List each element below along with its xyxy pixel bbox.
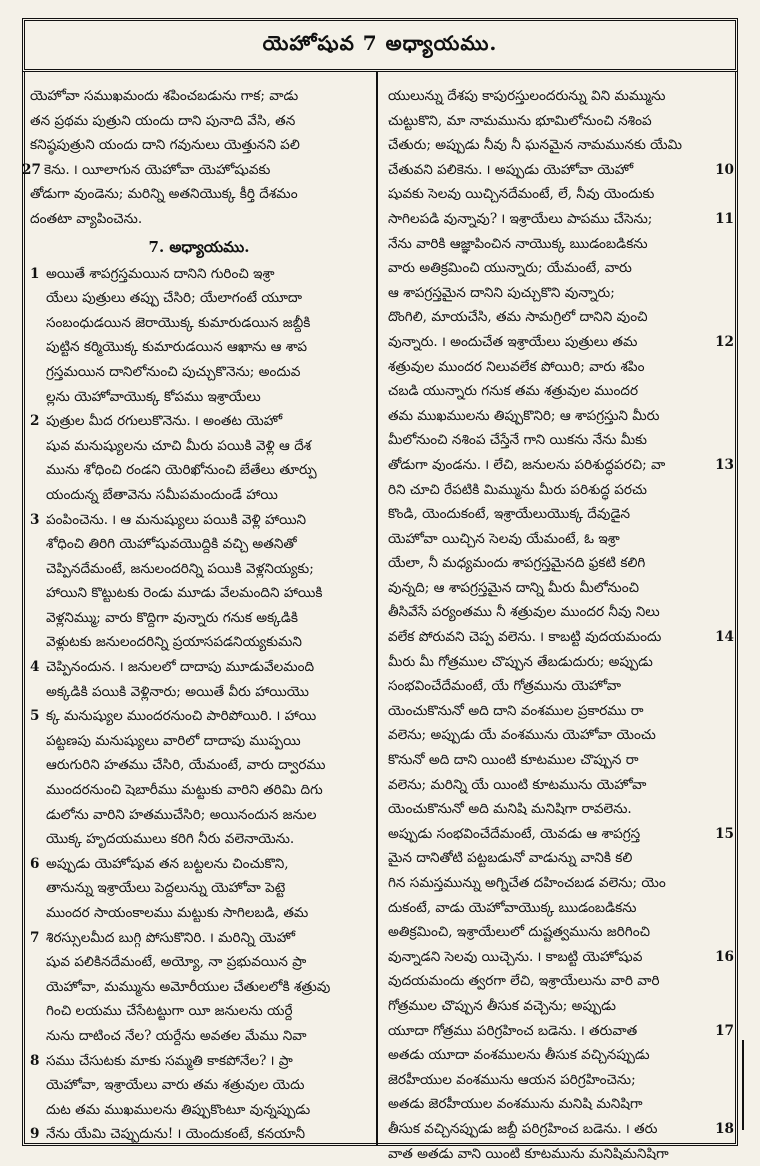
verse-text: మైన దానితోటి పట్టబడునో వాడున్ను వానికి కలి <box>388 850 633 867</box>
verse-text: వున్నారు. ౹ అందుచేత ఇశ్రాయేలు పుత్రులు తమ <box>388 333 638 350</box>
page-title: యెహోషువ 7 అధ్యాయము. <box>262 30 498 55</box>
verse-line <box>30 483 368 508</box>
left-column <box>22 84 368 1147</box>
verse-line <box>30 1073 368 1098</box>
verse-text: వుదయమందు త్వరగా లేచి, ఇశ్రాయేలును వారి వారి <box>388 973 660 990</box>
verse-line <box>30 508 368 533</box>
verse-line <box>388 551 728 576</box>
verse-text: ముందరనుంచి షెబారీము మట్టుకు వారిని తరిమి దిగు <box>46 782 323 799</box>
verse-line <box>30 852 368 877</box>
verse-line <box>388 158 734 183</box>
page-header <box>22 18 738 72</box>
verse-text: గోత్రముల చొప్పున తీసుక వచ్చెను; అప్పుడు <box>388 997 616 1014</box>
verse-line <box>30 1098 368 1123</box>
verse-text: గిన సమస్తమున్ను అగ్నిచేత దహించబడ వలెను; యెం <box>388 875 666 891</box>
verse-text: ఆరుగురిని హతము చేసిరి, యేమంటే, వారు ద్వారము <box>46 757 326 774</box>
verse-text: యేలా, నీ మధ్యమందు శాపగ్రస్తమైనది ఫ్రకటి కలిగి <box>388 555 646 572</box>
verse-line <box>388 1019 734 1044</box>
verse-text: దొంగిలి, మాయచేసి, తమ సామగ్రిలో దానిని వుంచి <box>388 309 648 326</box>
verse-text: యేలు పుత్రులు తప్పు చేసిరి; యేలాగంటే యూదా <box>46 290 303 307</box>
verse-line <box>30 1049 368 1074</box>
verse-line <box>30 335 368 360</box>
verse-text: శత్రువుల ముందర నిలువలేక పోయిరి; వారు శపిం <box>388 358 645 375</box>
verse-text: చబడి యున్నారు గనుక తమ శత్రువుల ముందర <box>388 383 639 400</box>
verse-line <box>388 920 728 945</box>
verse-text: దుకంటే, వాడు యెహోవాయొక్క ఋడంబడికను <box>388 899 637 916</box>
verse-number: 10 <box>713 158 734 183</box>
verse-line <box>388 256 728 281</box>
verse-line <box>388 232 728 257</box>
margin-mark <box>742 1040 750 1130</box>
verse-line <box>30 655 368 680</box>
verse-line <box>30 532 368 557</box>
verse-line <box>388 305 728 330</box>
verse-line <box>388 994 728 1019</box>
verse-line: 27 కెను. ౹ యీలాగున యెహోవా యెహోషువకు <box>30 158 368 183</box>
verse-line <box>30 286 368 311</box>
verse-number: 3 <box>30 511 40 528</box>
verse-text: యెహోవా యిచ్చిన సెలవు యేమంటే, ఓ ఇశ్రా <box>388 530 620 547</box>
text-line: యెహోవా సముఖమందు శపించబడును గాక; వాడు <box>30 88 299 104</box>
verse-line <box>388 1117 734 1142</box>
verse-line <box>30 557 368 582</box>
verse-line <box>388 822 734 847</box>
verse-line <box>388 625 734 650</box>
verse-text: అక్కడికి పయికి వెళ్లినారు; అయితే వీరు హాయియొ <box>46 683 309 700</box>
verse-line <box>388 404 728 429</box>
verse-text: అతిక్రమించి, ఇశ్రాయేలులో దుష్టత్వమును జరిగించి <box>388 924 651 941</box>
verse-line <box>388 281 728 306</box>
verse-text: చుట్టుకొని, మా నామమును భూమిలోనుంచి నశింప <box>388 112 652 129</box>
verse-line <box>388 576 728 601</box>
verse-text: అతడు యూదా వంశములను తీసుక వచ్చినప్పుడు <box>388 1047 650 1064</box>
verse-line <box>30 926 368 951</box>
verse-text: వున్నాడని సెలవు యిచ్చెను. ౹ కాబట్టి యెహోషువ <box>388 948 643 965</box>
text-line: దంతటా వ్యాపించెను. <box>30 210 143 227</box>
verse-line <box>30 999 368 1024</box>
verse-line <box>388 109 728 134</box>
verse-line <box>388 797 728 822</box>
verse-text: తోడుగా వుండను. ౹ లేచి, జనులను పరిశుద్ధపరచి; వా <box>388 456 666 473</box>
chapter-heading: 7. అధ్యాయము. <box>148 237 250 256</box>
verse-line <box>388 1068 728 1093</box>
text-line: కనిష్ఠపుత్రుని యందు దాని గవునులు యెత్తునని పలి <box>30 137 300 154</box>
verse-line <box>30 311 368 336</box>
verse-number: 7 <box>30 929 40 946</box>
verse-line <box>388 773 728 798</box>
verse-number: 15 <box>713 822 734 847</box>
text-line: తన ప్రథమ పుత్రుని యందు దాని పునాది వేసి, తన <box>30 112 296 129</box>
verse-text: పుట్టిన కర్మియొక్క కుమారుడయిన ఆఖాను ఆ శాప <box>46 339 308 356</box>
text-line: తోడుగా వుండెను; మరిన్ని అతనియొక్క కీర్తి దేశమం <box>30 186 298 203</box>
verse-text: కొనునో అది దాని యింటి కూటముల చొప్పున రా <box>388 752 639 769</box>
verse-line <box>388 84 728 109</box>
verse-line <box>30 778 368 803</box>
verse-text: రిని చూచి రేపటికి మిమ్మును మీరు పరిశుద్ధ పరచు <box>388 481 647 498</box>
verse-text: యూదా గోత్రము పరిగ్రహించ బడెను. ౹ తరువాత <box>388 1022 638 1039</box>
verse-line <box>388 379 728 404</box>
verse-number: 27 <box>22 161 41 178</box>
verse-text: గించి లయము చేసేటట్టుగా యీ జనులను యర్దే <box>46 1003 293 1020</box>
verse-line <box>30 680 368 705</box>
verse-text: షువ పలికినదేమంటే, అయ్యో, నా ప్రభువయిన ప్రా <box>46 954 307 971</box>
verse-text: సంబంధుడయిన జెరాయొక్క కుమారుడయిన జబ్దీకి <box>46 314 311 331</box>
verse-line <box>388 1043 728 1068</box>
verse-line <box>30 975 368 1000</box>
verse-line <box>30 360 368 385</box>
verse-text: తీసుక వచ్చినప్పుడు జబ్దీ పరిగ్రహించ బడెను. ౹ తరు <box>388 1120 658 1137</box>
verse-line <box>30 803 368 828</box>
verse-line <box>388 871 728 896</box>
verse-number: 13 <box>713 453 734 478</box>
verse-line <box>388 428 728 453</box>
verse-text: యొక్క హృదయములు కరిగి నీరు వలెనాయెను. <box>46 831 295 848</box>
verse-text: అప్పుడు సంభవించేదేమంటే, యెవడు ఆ శాపగ్రస్త <box>388 825 641 842</box>
verse-text: వున్నది; ఆ శాపగ్రస్తమైన దాన్ని మీరు మీలోనుంచి <box>388 579 640 596</box>
verse-line <box>30 729 368 754</box>
verse-number: 11 <box>713 207 734 232</box>
verse-number: 9 <box>30 1126 40 1143</box>
verse-text: సము చేసుటకు మాకు సమ్మతి కాకపోనేల? ౹ ప్రా <box>46 1052 293 1069</box>
verse-text: చెప్పినదేమంటే, జనులందరిన్ని పయికి వెళ్లనియ్యకు; <box>46 560 314 577</box>
verse-text: తమ ముఖములను తిప్పుకొనిరి; ఆ శాపగ్రస్తుని మీరు <box>388 407 660 424</box>
verse-line <box>30 630 368 655</box>
verse-number: 8 <box>30 1052 40 1069</box>
verse-text: పుత్రుల మీద రగులుకొనెను. ౹ అంతట యెహో <box>46 413 283 430</box>
verse-line <box>30 950 368 975</box>
verse-text: వాత అతడు వాని యింటి కూటమును మనిషిమనిషిగా <box>388 1145 669 1162</box>
verse-line <box>388 133 728 158</box>
verse-line <box>30 606 368 631</box>
verse-text: చేతువని పలికెను. ౹ అప్పుడు యెహోవా యెహో <box>388 161 634 178</box>
verse-text: వలెను; మరిన్ని యే యింటి కూటమును యెహోవా <box>388 776 647 793</box>
verse-line <box>388 182 728 207</box>
verse-text: నును దాటించ నేల? యర్దేను అవతల మేము నివా <box>46 1027 307 1044</box>
verse-line <box>388 896 728 921</box>
verse-text: సాగిలపడి వున్నావు? ౹ ఇశ్రాయేలు పాపము చేసెను; <box>388 210 653 227</box>
verse-text: అతడు జెరహీయుల వంశమును మనిషి మనిషిగా <box>388 1096 643 1113</box>
verse-line <box>388 1092 728 1117</box>
verse-line <box>388 650 728 675</box>
verse-text: యులున్ను దేశపు కాపురస్తులందరున్ను విని మమ్మును <box>388 88 666 104</box>
verse-text: తీసివేసే పర్యంతము నీ శత్రువుల ముందర నీవు నిలు <box>388 604 660 621</box>
verse-line <box>30 581 368 606</box>
verse-line <box>388 527 728 552</box>
verse-number: 2 <box>30 413 40 430</box>
verse-line <box>388 723 728 748</box>
verse-number: 5 <box>30 708 40 725</box>
verse-line <box>30 1024 368 1049</box>
verse-text: పంపించెను. ౹ ఆ మనుష్యులు పయికి వెళ్లి హాయిని <box>46 511 307 528</box>
verse-text: ల్లను యెహోవాయొక్క కోపము ఇశ్రాయేలు <box>46 388 261 405</box>
verse-text: యెహోవా, మమ్మును అమోరీయుల చేతులలోకి శత్రువు <box>46 978 331 995</box>
verse-text: శిరస్సులమీద బుగ్గి పోసుకొనిరి. ౹ మరిన్ని యెహో <box>46 929 296 946</box>
verse-text: నేను యేమి చెప్పుదును! ౹ యెందుకంటే, కనయానీ <box>46 1126 306 1143</box>
verse-line <box>30 434 368 459</box>
verse-number: 17 <box>713 1019 734 1044</box>
verse-number: 1 <box>30 265 40 282</box>
verse-line <box>388 1142 728 1166</box>
verse-text: మును శోధించి రండని యెరిఖోనుంచి బేతేలు తూర్పు <box>46 462 317 479</box>
verse-text: చేతురు; అప్పుడు నీవు నీ ఘనమైన నామమునకు యేమి <box>388 137 683 154</box>
verse-line <box>30 876 368 901</box>
right-verse-list <box>388 84 734 1166</box>
verse-line <box>388 945 734 970</box>
verse-line <box>388 674 728 699</box>
verse-line <box>30 385 368 410</box>
verse-text: సంభవించేదేమంటే, యే గోత్రమును యెహోవా <box>388 678 621 695</box>
right-column <box>388 84 734 1166</box>
verse-line <box>388 355 728 380</box>
verse-text: కొండి, యెందుకంటే, ఇశ్రాయేలుయొక్క దేవుడైన <box>388 506 631 523</box>
verse-line <box>388 330 734 355</box>
verse-number: 14 <box>713 625 734 650</box>
verse-text: యందున్న బేతావెను సమీపమందుండే హాయి <box>46 486 278 503</box>
verse-text: యెంచుకొనునో అది మనిషి మనిషిగా రావలెను. <box>388 801 632 818</box>
verse-line <box>30 262 368 287</box>
verse-text: వారు అతిక్రమించి యున్నారు; యేమంటే, వారు <box>388 260 632 277</box>
verse-line <box>388 502 728 527</box>
verse-line <box>388 748 728 773</box>
verse-line <box>30 901 368 926</box>
verse-number: 6 <box>30 855 40 872</box>
verse-text: అప్పుడు యెహోషువ తన బట్టలను చించుకొని, <box>46 855 289 872</box>
verse-text: శోధించి తిరిగి యెహోషువయొద్దికి వచ్చి అతనితో <box>46 536 297 553</box>
left-verse-list <box>30 262 368 1147</box>
verse-line <box>30 458 368 483</box>
verse-line <box>388 600 728 625</box>
verse-text: జెరహీయుల వంశమును ఆయన పరిగ్రహించెను; <box>388 1071 636 1088</box>
verse-line <box>388 699 728 724</box>
verse-number: 18 <box>713 1117 734 1142</box>
verse-text: షువ మనుష్యులను చూచి మీరు పయికి వెళ్లి ఆ దేశ <box>46 437 312 454</box>
verse-text: వెళ్లనిమ్ము; వారు కొద్దిగా వున్నారు గనుక అక్కడికి <box>46 609 298 626</box>
verse-text: ముందర సాయంకాలము మట్టుకు సాగిలబడి, తమ <box>46 905 309 921</box>
verse-line <box>30 753 368 778</box>
verse-number: 12 <box>713 330 734 355</box>
verse-text: హాయిని కొట్టుటకు రెండు మూడు వేలమందిని హాయికి <box>46 585 323 602</box>
verse-text: తానున్ను ఇశ్రాయేలు పెద్దలున్ను యెహోవా పెట్టె <box>46 880 286 897</box>
verse-line <box>388 969 728 994</box>
verse-text: యెహోవా, ఇశ్రాయేలు వారు తమ శత్రువుల యెదు <box>46 1077 305 1094</box>
verse-text: వలేక పోరువని చెప్ప వలెను. ౹ కాబట్టి వుదయమందు <box>388 629 662 646</box>
verse-text: డులోను వారిని హతముచేసిరి; అయినందున జనుల <box>46 806 317 823</box>
verse-text: పట్టణపు మనుష్యులు వారిలో దాదాపు ముప్పయి <box>46 732 301 749</box>
verse-text: నేను వారికి ఆజ్ఞాపించిన నాయొక్క ఋడంబడికను <box>388 235 648 252</box>
verse-text: షువకు సెలవు యిచ్చినదేమంటే, లే, నీవు యెందుకు <box>388 186 655 203</box>
verse-text: అయితే శాపగ్రస్తమయిన దానిని గురించి ఇశ్రా <box>46 265 275 282</box>
verse-text: వెళ్లుటకు జనులందరిన్ని ప్రయాసపడనియ్యకుమని <box>46 634 302 651</box>
verse-text: చెప్పినందున. ౹ జనులలో దాదాపు మూడువేలమంది <box>46 659 315 676</box>
verse-line <box>30 1122 368 1147</box>
verse-text: మీరు మీ గోత్రముల చొప్పున తేబడుదురు; అప్పుడు <box>388 653 653 670</box>
verse-text: యెంచుకొనునో అది దాని వంశముల ప్రకారము రా <box>388 702 644 719</box>
verse-text: వలెను; అప్పుడు యే వంశమును యెహోవా యెంచు <box>388 727 656 744</box>
verse-line <box>30 827 368 852</box>
verse-number: 16 <box>713 945 734 970</box>
verse-line <box>388 478 728 503</box>
verse-text: దుట తమ ముఖములను తిప్పుకొంటూ వున్నప్పుడు <box>46 1101 311 1118</box>
verse-line <box>388 846 728 871</box>
verse-line <box>30 409 368 434</box>
verse-text: మీలోనుంచి నశింప చేస్తేనే గాని యికను నేను మీకు <box>388 432 647 449</box>
verse-line <box>388 453 734 478</box>
column-divider <box>376 72 378 1146</box>
verse-text: ఆ శాపగ్రస్తమైన దానిని పుచ్చుకొని వున్నారు; <box>388 284 615 301</box>
verse-number: 4 <box>30 659 40 676</box>
verse-text: గ్రస్తమయిన దానిలోనుంచి పుచ్చుకొనెను; అందువ <box>46 363 301 380</box>
verse-line <box>30 704 368 729</box>
verse-line <box>388 207 734 232</box>
verse-text: క్క మనుష్యుల ముందరనుంచి పారిపోయిరి. ౹ హాయి <box>46 708 317 725</box>
